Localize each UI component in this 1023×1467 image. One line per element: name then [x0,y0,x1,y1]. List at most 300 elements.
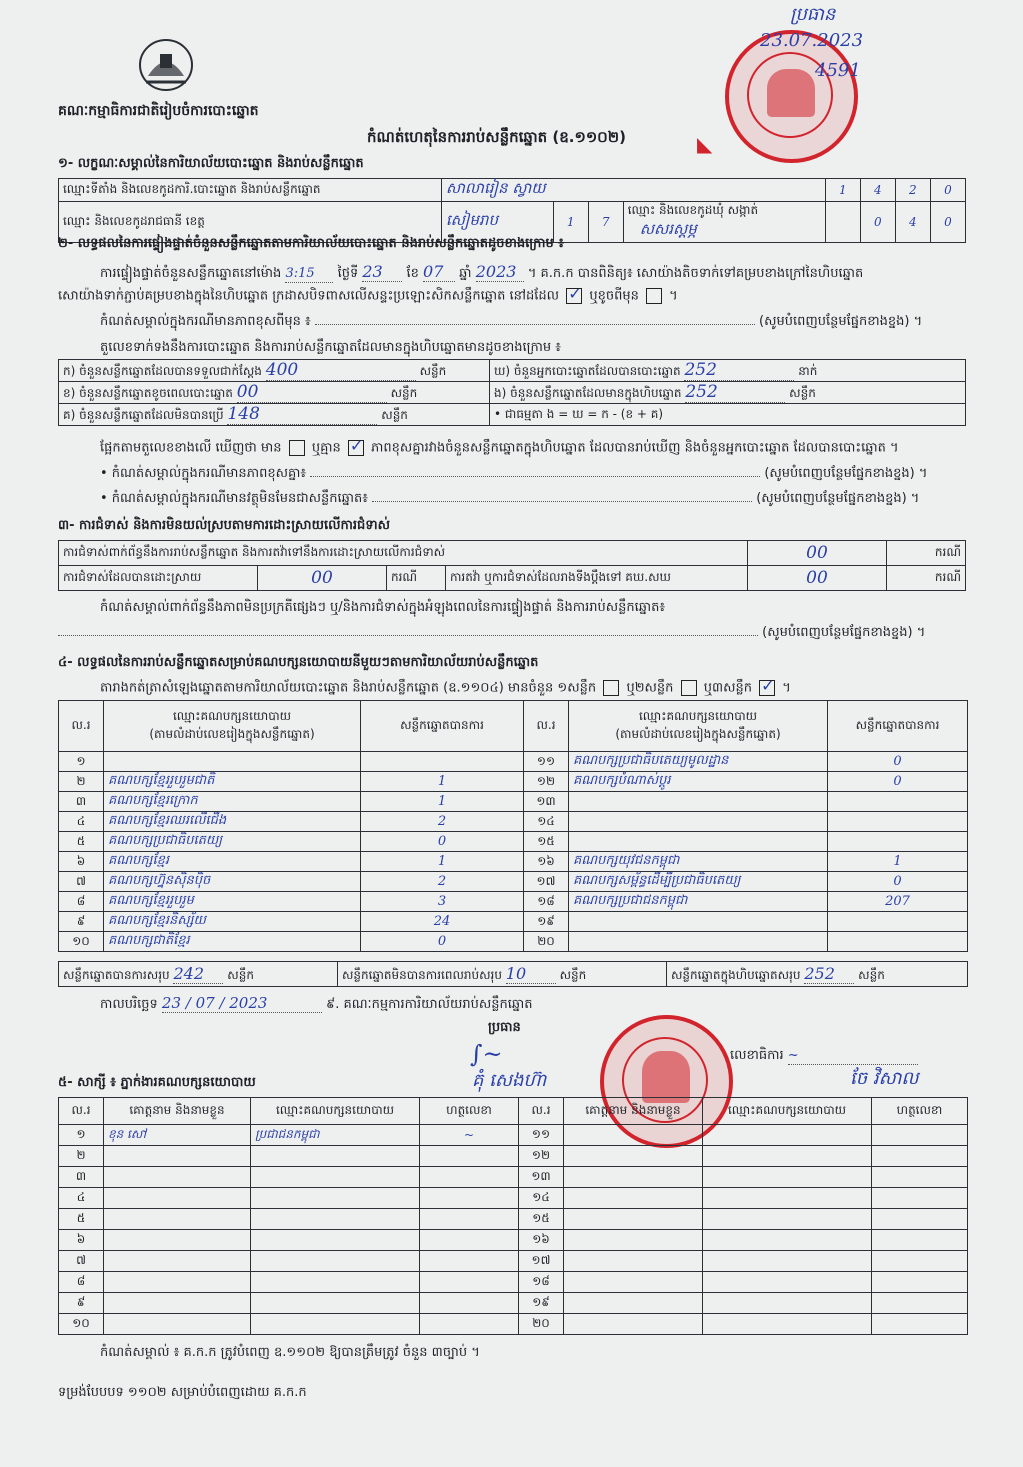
province-label: ឈ្មោះ និងលេខកូដរាជធានី ខេត្ត [59,202,442,243]
invalid-total-unit: សន្លឹក [559,967,587,982]
party-row [59,872,968,892]
witness-party [703,1230,872,1251]
bullet2-line [100,491,966,507]
difference-note-label: កំណត់សម្គាល់ក្នុងករណីមានភាពខុសពីមុន ៖ [100,314,311,329]
witness-party [703,1188,872,1209]
witness-signature [872,1146,968,1167]
party-no: ១៦ [524,852,569,872]
compare-line [100,440,899,456]
party-name: គណបក្សខ្មែរក្រោក [104,792,361,812]
spoiled-label: ខ) ចំនួនសន្លឹកឆ្នោតខូចពេលបោះឆ្នោត [63,386,233,400]
witness-party [251,1188,420,1209]
diff-none-checkbox[interactable] [348,440,364,456]
location-code-2: 4 [860,179,895,202]
witness-row [59,1188,968,1209]
chair-label: ប្រធាន [488,1020,521,1035]
party-votes [828,912,968,932]
party-name [569,912,828,932]
witness-signature [420,1230,519,1251]
witness-name [104,1209,251,1230]
seal-broken-checkbox[interactable] [646,288,662,304]
sheets-2-label: ឬ២សន្លឹក [626,680,674,696]
valid-total: 242 [173,964,223,984]
party-row [59,752,968,772]
spoiled-unit: សន្លឹក [390,386,418,400]
bullet1-line [100,466,966,482]
witness-name [104,1167,251,1188]
party-votes: 3 [361,892,524,912]
party-votes [828,792,968,812]
party-row [59,892,968,912]
w-col-sign: ហត្ថលេខា [420,1098,519,1125]
witness-row [59,1209,968,1230]
date-line [100,994,533,1013]
verify-month: 07 [423,262,455,282]
resolved-unit: ករណី [387,566,446,591]
party-votes: 1 [361,852,524,872]
party-name [569,812,828,832]
irregularity-line [58,625,966,641]
col-no: ល.រ [59,701,104,752]
fill-hint-4: (សូមបំពេញបន្ថែមផ្នែកខាងខ្នង) ។ [762,625,926,640]
col-votes: សន្លឹកឆ្នោតបានការ [361,701,524,752]
commune-code-2: 4 [895,202,930,243]
witness-no: ១៨ [519,1272,564,1293]
verify-day: 23 [362,262,402,282]
witness-name [104,1146,251,1167]
witness-signature [420,1167,519,1188]
objection-value: 00 [748,541,887,566]
party-no: ១៨ [524,892,569,912]
spoiled-value: 00 [237,382,387,403]
witness-party [703,1146,872,1167]
party-no: ៦ [59,852,104,872]
section5-heading: ៥- សាក្សី ៖ ភ្នាក់ងារគណបក្សនយោបាយ [58,1075,256,1090]
party-name: គណបក្សប្រជាធិបតេយ្យ [104,832,361,852]
witness-signature [872,1230,968,1251]
section4-intro: តារាងកត់ត្រាសំឡេងឆ្នោតតាមការិយាល័យបោះឆ្នោត និងរាប់សន្លឹកឆ្នោត (ឧ.១១០៤) មានចំនួន ១សន្លឹក ឬ២សន្លឹក ឬ៣សន្លឹក ✓ ។ [100,680,791,696]
stamp-date: 23.07.2023 [760,30,864,51]
party-votes: 2 [361,812,524,832]
witness-row [59,1314,968,1335]
party-name: គណបក្សខ្មែរ [104,852,361,872]
appeal-value: 00 [748,566,887,591]
party-row [59,912,968,932]
party-votes [828,932,968,952]
witness-name [564,1293,703,1314]
witness-no: ១១ [519,1125,564,1146]
fill-hint-1: (សូមបំពេញបន្ថែមផ្នែកខាងខ្នង) ។ [759,314,923,329]
witness-name [104,1230,251,1251]
party-no: ៤ [59,812,104,832]
objection-label: ការជំទាស់ពាក់ព័ន្ធនឹងការរាប់សន្លឹកឆ្នោត និងការតវ៉ាទៅនឹងការដោះស្រាយលើការជំទាស់ [59,541,748,566]
party-no: ១ [59,752,104,772]
sheets-3-checkbox[interactable] [759,680,775,696]
party-no: ១៥ [524,832,569,852]
resolved-label: ការជំទាស់ដែលបានដោះស្រាយ [59,566,258,591]
party-votes: 2 [361,872,524,892]
table-intro: តួលេខទាក់ទងនឹងការបោះឆ្នោត និងការរាប់សន្លឹកឆ្នោតដែលមានក្នុងហិបឆ្នោតមានដូចខាងក្រោម ៖ [100,340,561,355]
party-row [59,772,968,792]
date-value: 23 / 07 / 2023 [162,994,322,1013]
form-title: កំណត់ហេតុនៃការរាប់សន្លឹកឆ្នោត (ឧ.១១០២) [367,128,627,146]
commune-label: ឈ្មោះ និងលេខកូដឃុំ សង្កាត់ [627,203,759,217]
col-votes-2: សន្លឹកឆ្នោតបានការ [828,701,968,752]
section1-heading: ១- លក្ខណៈសម្គាល់នៃការិយាល័យបោះឆ្នោត និងរាប់សន្លឹកឆ្នោត [58,156,364,171]
party-row [59,932,968,952]
party-no: ២ [59,772,104,792]
party-votes: 207 [828,892,968,912]
party-no: ១០ [59,932,104,952]
irregularity-note: កំណត់សម្គាល់ពាក់ព័ន្ធនឹងភាពមិនប្រក្រតីផ្សេងៗ ឬ/និងការជំទាស់ក្នុងអំឡុងពេលនៃការផ្ទៀងផ្ទាត់ និងការរាប់សន្លឹកឆ្នោត៖ [100,600,666,615]
difference-note-field[interactable] [315,324,755,325]
witness-signature [872,1125,968,1146]
party-name: គណបក្សខ្មែររួបរួម [104,892,361,912]
witness-no: ៥ [59,1209,104,1230]
witness-row [59,1167,968,1188]
verify-year-label: ឆ្នាំ [459,266,472,281]
witness-no: ២ [59,1146,104,1167]
form-footer: ទម្រង់បែបបទ ១១០២ សម្រាប់បំពេញដោយ គ.ក.ក [58,1385,307,1400]
witness-no: ១២ [519,1146,564,1167]
verify-time: 3:15 [285,266,333,283]
witness-party [703,1125,872,1146]
witness-no: ៧ [59,1251,104,1272]
witness-party [703,1293,872,1314]
witness-name [564,1272,703,1293]
witness-signature [872,1272,968,1293]
party-votes: 0 [828,872,968,892]
party-no: ១១ [524,752,569,772]
party-votes [828,812,968,832]
voters-unit: នាក់ [798,364,818,378]
secretary-line [730,1048,918,1065]
witness-no: ៤ [59,1188,104,1209]
compare-label: ផ្អែកតាមតួលេខខាងលើ ឃើញថា មាន [100,440,282,456]
witness-table [58,1097,968,1335]
witness-party [251,1209,420,1230]
witness-party [703,1251,872,1272]
w-col-name-2: គោត្តនាម និងនាមខ្លួន [564,1098,703,1125]
witness-no: ១ [59,1125,104,1146]
unused-label: គ) ចំនួនសន្លឹកឆ្នោតដែលមិនបានប្រើ [63,408,224,422]
party-votes: 0 [361,932,524,952]
witness-signature [420,1209,519,1230]
party-no: ១៧ [524,872,569,892]
invalid-total-label: សន្លឹកឆ្នោតមិនបានការពេលរាប់សរុប [342,967,502,982]
party-name [569,792,828,812]
seal-status-text: សោយ៉ាងទាក់ភ្ជាប់គម្របខាងក្នុងនៃហិបឆ្នោត ក្រដាសបិទពាសលើសន្ទះប្រឡោះសិកសន្លឹកឆ្នោត នៅដដែល [58,288,560,304]
party-row [59,792,968,812]
party-no: ៣ [59,792,104,812]
witness-party [251,1230,420,1251]
unused-unit: សន្លឹក [381,408,408,422]
col-party: ឈ្មោះគណបក្សនយោបាយ [172,709,292,723]
witness-name [564,1125,703,1146]
verification-line [100,262,863,283]
in-box-unit: សន្លឹក [789,386,816,400]
witness-signature [872,1314,968,1335]
party-no: ៩ [59,912,104,932]
province-code-1: 1 [553,202,588,243]
witness-party [251,1251,420,1272]
valid-total-label: សន្លឹកឆ្នោតបានការសរុប [63,967,170,982]
witness-signature [872,1251,968,1272]
witness-signature [420,1314,519,1335]
witness-signature [420,1272,519,1293]
party-votes [361,752,524,772]
witness-signature [420,1146,519,1167]
sheets-3-label: ឬ៣សន្លឹក [703,680,752,696]
col-party-sub-2: (តាមលំដាប់លេខរៀងក្នុងសន្លឹកឆ្នោត) [615,727,781,741]
fill-hint-3: (សូមបំពេញបន្ថែមផ្នែកខាងខ្នង) ។ [756,491,920,506]
objection-table [58,540,966,591]
valid-total-unit: សន្លឹក [227,967,254,982]
witness-party [251,1146,420,1167]
witness-party [251,1167,420,1188]
witness-name [104,1314,251,1335]
w-col-no-2: ល.រ [519,1098,564,1125]
seal-intact-checkbox[interactable] [566,288,582,304]
witness-no: ៨ [59,1272,104,1293]
verify-year: 2023 [476,262,524,282]
verify-month-label: ខែ [406,266,419,281]
party-row [59,812,968,832]
witness-party [703,1314,872,1335]
witness-name [564,1230,703,1251]
seal-line: សោយ៉ាងទាក់ភ្ជាប់គម្របខាងក្នុងនៃហិបឆ្នោត ក្រដាសបិទពាសលើសន្ទះប្រឡោះសិកសន្លឹកឆ្នោត នៅដដែល ✓ ឬខូចពីមុន ។ [58,288,678,304]
witness-signature [872,1188,968,1209]
party-name: គណបក្សប្រជាជនកម្ពុជា [569,892,828,912]
w-col-party-2: ឈ្មោះគណបក្សនយោបាយ [703,1098,872,1125]
witness-row [59,1251,968,1272]
compare-post: ភាពខុសគ្នារវាងចំនួនសន្លឹកឆ្នោតក្នុងហិបឆ្នោត ដែលបានរាប់ឃើញ និងចំនួនអ្នកបោះឆ្នោត ដែលបានបោះឆ្នោត ។ [371,440,899,456]
witness-name [104,1272,251,1293]
in-box-value: 252 [685,382,785,403]
col-no-2: ល.រ [524,701,569,752]
witness-no: ៦ [59,1230,104,1251]
witness-row [59,1230,968,1251]
col-party-2: ឈ្មោះគណបក្សនយោបាយ [638,709,758,723]
witness-signature [872,1167,968,1188]
w-col-name: គោត្តនាម និងនាមខ្លួន [104,1098,251,1125]
secretary-label: លេខាធិការ [730,1048,784,1063]
witness-no: ៣ [59,1167,104,1188]
party-no: ១៩ [524,912,569,932]
witness-name: ខុន សៅ [104,1125,251,1146]
commune-code-3: 0 [930,202,965,243]
w-col-no: ល.រ [59,1098,104,1125]
sheets-2-checkbox[interactable] [681,680,697,696]
tally-table [58,359,966,426]
witness-party: ប្រជាជនកម្ពុជា [251,1125,420,1146]
red-mark-icon: ◣ [697,132,713,156]
party-no: ១២ [524,772,569,792]
witness-name [104,1188,251,1209]
box-total: 252 [804,964,854,984]
witness-name [564,1167,703,1188]
witness-party [703,1167,872,1188]
bullet2-field[interactable] [372,501,752,502]
party-name [104,752,361,772]
party-votes: 0 [828,752,968,772]
chair-signature: ∫~ [470,1040,503,1068]
witness-name [564,1146,703,1167]
party-votes: 0 [828,772,968,792]
box-total-unit: សន្លឹក [858,967,885,982]
received-unit: សន្លឹក [419,364,447,378]
location-label: ឈ្មោះទីតាំង និងលេខកូដការិ.បោះឆ្នោត និងរាប់សន្លឹកឆ្នោត [59,179,442,202]
party-votes [828,832,968,852]
formula: • ជាធម្មតា ង = ឃ = ក - (ខ + គ) [490,404,966,426]
totals-table [58,961,968,987]
party-results-table [58,700,968,952]
witness-name [564,1209,703,1230]
witness-no: ១០ [59,1314,104,1335]
diff-yes-checkbox[interactable] [289,440,305,456]
witness-signature [872,1209,968,1230]
location-value: សាលារៀន ស្វាយ [441,179,825,202]
section3-heading: ៣- ការជំទាស់ និងការមិនយល់ស្របតាមការដោះស្រាយលើការជំទាស់ [58,518,390,533]
witness-party [703,1209,872,1230]
party-name: គណបក្សប្រជាធិបតេយ្យមូលដ្ឋាន [569,752,828,772]
location-code-3: 2 [895,179,930,202]
bullet1-field[interactable] [310,476,760,477]
witness-row [59,1125,968,1146]
province-code-2: 7 [588,202,623,243]
sheets-1-checkbox[interactable] [603,680,619,696]
witness-no: ១៥ [519,1209,564,1230]
invalid-total: 10 [506,964,556,984]
party-name: គណបក្សជាតិខ្មែរ [104,932,361,952]
col-party-sub: (តាមលំដាប់លេខរៀងក្នុងសន្លឹកឆ្នោត) [149,727,315,741]
party-name [569,832,828,852]
unused-value: 148 [227,404,377,425]
witness-row [59,1146,968,1167]
witness-party [251,1272,420,1293]
witness-name [564,1251,703,1272]
party-name: គណបក្សខ្មែរនិស្ស័យ [104,912,361,932]
witness-signature [420,1251,519,1272]
voters-value: 252 [684,360,794,381]
witness-signature: ~ [420,1125,519,1146]
party-row [59,852,968,872]
seal-broken-label: ឬខូចពីមុន [589,288,639,304]
sheets-1-label: តារាងកត់ត្រាសំឡេងឆ្នោតតាមការិយាល័យបោះឆ្នោត និងរាប់សន្លឹកឆ្នោត (ឧ.១១០៤) មានចំនួន ១សន្លឹក [100,680,597,696]
org-name: គណៈកម្មាធិការជាតិរៀបចំការបោះឆ្នោត [58,103,259,119]
commune-code-1: 0 [860,202,895,243]
verify-time-label: ការផ្ទៀងផ្ទាត់ចំនួនសន្លឹកឆ្នោតនៅម៉ោង [100,266,282,281]
objection-unit: ករណី [887,541,966,566]
party-votes: 1 [361,772,524,792]
witness-no: ២០ [519,1314,564,1335]
witness-no: ១៦ [519,1230,564,1251]
witness-signature [872,1293,968,1314]
witness-no: ១៩ [519,1293,564,1314]
party-votes: 0 [361,832,524,852]
witness-signature [420,1188,519,1209]
witness-name [104,1251,251,1272]
stamp-number: 4591 [815,60,861,81]
box-total-label: សន្លឹកឆ្នោតក្នុងហិបឆ្នោតសរុប [671,967,801,982]
party-no: ២០ [524,932,569,952]
resolved-value: 00 [258,566,387,591]
party-name: គណបក្សខ្មែររួបរួមជាតិ [104,772,361,792]
appeal-unit: ករណី [887,566,966,591]
witness-name [564,1188,703,1209]
party-name: គណបក្សហ្វ៊ុនស៊ិនប៉ិច [104,872,361,892]
fill-hint-2: (សូមបំពេញបន្ថែមផ្នែកខាងខ្នង) ។ [764,466,928,481]
party-name: គណបក្សខ្មែរឈរលើជើង [104,812,361,832]
party-name [569,932,828,952]
witness-name [104,1293,251,1314]
w-col-sign-2: ហត្ថលេខា [872,1098,968,1125]
province-value: សៀមរាប [441,202,553,243]
w-col-party: ឈ្មោះគណបក្សនយោបាយ [251,1098,420,1125]
section2-heading: ២- លទ្ធផលនៃការផ្ទៀងផ្ទាត់ចំនួនសន្លឹកឆ្នោតតាមការិយាល័យបោះឆ្នោត និងរាប់សន្លឹកឆ្នោតដូចខាងក្រោម ៖ [58,236,564,251]
witness-party [251,1314,420,1335]
party-name: គណបក្សបំណាស់ប្តូរ [569,772,828,792]
section1-table [58,178,966,243]
witness-signature [420,1293,519,1314]
party-votes: 24 [361,912,524,932]
appeal-label: ការតវ៉ា ឬការជំទាស់ដែលរាងទីងប្ដឹងទៅ គឃ.សឃ [446,566,748,591]
secretary-name: ចែ វិសាល [850,1068,919,1089]
secretary-signature: ~ [788,1048,918,1065]
date-label: កាលបរិច្ឆេទ [100,997,158,1012]
witness-no: ៩ [59,1293,104,1314]
verify-post: ។ គ.ក.ក បានពិនិត្យ៖ សោយ៉ាងតិចទាក់ទៅគម្របខាងក្រៅនៃហិបឆ្នោត [527,266,864,281]
nec-emblem-icon [138,38,194,92]
footnote: កំណត់សម្គាល់ ៖ គ.ក.ក ត្រូវបំពេញ ឧ.១១០២ ឱ្យបានត្រឹមត្រូវ ចំនួន ៣ច្បាប់ ។ [100,1345,480,1360]
party-no: ១៣ [524,792,569,812]
bullet2-label: • កំណត់សម្គាល់ក្នុងករណីមានវត្ថុមិនមែនជាសន្លឹកឆ្នោត៖ [100,491,368,506]
received-value: 400 [266,360,416,381]
witness-name [564,1314,703,1335]
party-no: ១៤ [524,812,569,832]
committee-label: ៩. គណៈកម្មការការិយាល័យរាប់សន្លឹកឆ្នោត [326,997,533,1012]
witness-party [703,1272,872,1293]
commune-value: សសរស្តម្ភ [639,220,697,238]
party-votes: 1 [828,852,968,872]
received-label: ក) ចំនួនសន្លឹកឆ្នោតដែលបានទទួលជាក់ស្តែង [63,364,262,378]
party-no: ៨ [59,892,104,912]
location-code-1: 1 [825,179,860,202]
verify-day-label: ថ្ងៃទី [337,266,359,281]
section4-heading: ៤- លទ្ធផលនៃការរាប់សន្លឹកឆ្នោតសម្រាប់គណបក្សនយោបាយនីមួយៗតាមការិយាល័យរាប់សន្លឹកឆ្នោត [58,655,539,670]
difference-note-line [100,314,966,330]
witness-no: ១៧ [519,1251,564,1272]
diff-none-label: ឬគ្មាន [311,440,341,456]
in-box-label: ង) ចំនួនសន្លឹកឆ្នោតដែលមានក្នុងហិបឆ្នោត [494,386,682,400]
witness-party [251,1293,420,1314]
chair-name: គុំ សេងហ៊ា [472,1070,547,1091]
irregularity-field[interactable] [58,635,758,636]
party-name: គណបក្សសម្ព័ន្ធដើម្បីប្រជាធិបតេយ្យ [569,872,828,892]
party-name: គណបក្សយុវជនកម្ពុជា [569,852,828,872]
location-code-4: 0 [930,179,965,202]
voters-label: ឃ) ចំនួនអ្នកបោះឆ្នោតដែលបានបោះឆ្នោត [494,364,681,378]
party-no: ៧ [59,872,104,892]
bullet1-label: • កំណត់សម្គាល់ក្នុងករណីមានភាពខុសគ្នា៖ [100,466,307,481]
witness-no: ១៣ [519,1167,564,1188]
witness-row [59,1293,968,1314]
witness-no: ១៤ [519,1188,564,1209]
party-no: ៥ [59,832,104,852]
party-votes: 1 [361,792,524,812]
witness-row [59,1272,968,1293]
party-row [59,832,968,852]
